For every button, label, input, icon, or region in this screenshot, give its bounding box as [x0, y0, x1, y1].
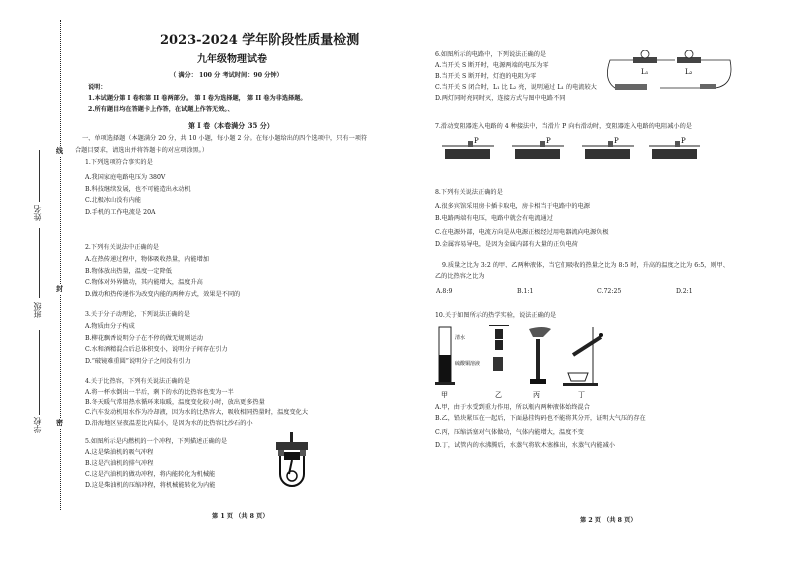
- seal-line: [60, 20, 61, 510]
- option: B.科技继续发展，也不可能造出永动机: [85, 186, 191, 193]
- option: A.这是柴油机的吸气冲程: [85, 449, 154, 456]
- caption-bing: 丙: [533, 391, 540, 399]
- question-stem: 9.质量之比为 3:2 的甲、乙两种液体，当它们吸收的热量之比为 8:5 时，升高的温度之比为 6:5，则甲、: [442, 262, 729, 269]
- option: A.物质由分子构成: [85, 323, 135, 330]
- option: A.甲，由于水受到重力作用，所以瓶内两种液体始终混合: [435, 404, 590, 411]
- option: D.这是柴油机的压缩冲程，将机械能转化为内能: [85, 482, 216, 489]
- option: B.当开关 S 断开时，灯泡的电阻为零: [435, 73, 537, 80]
- option: C.72:25: [597, 288, 622, 295]
- lamp-label-l1: L₁: [641, 68, 649, 76]
- option: B.乙，铅块紧压在一起后，下面悬挂钩码也不能将其分开，证明大气压的存在: [435, 415, 646, 422]
- question-stem: 1.下列选项符合事实的是: [85, 159, 153, 166]
- exam-title: 2023-2024 学年阶段性质量检测: [160, 33, 360, 48]
- option: D.沿海地区昼夜温差比内陆小，是因为水的比热容比沙石的小: [85, 420, 253, 427]
- option: C.当开关 S 闭合时，L₁ 比 L₂ 亮，说明通过 L₁ 的电流较大: [435, 84, 597, 91]
- page-footer: 第 1 页 （共 8 页）: [212, 513, 269, 520]
- option: C.物体对外界做功，其内能增大，温度升高: [85, 279, 203, 286]
- question-stem: 3.关于分子动理论，下列说法正确的是: [85, 311, 190, 318]
- note: 1.本试题分第 I 卷和第 II 卷两部分。 第 I 卷为选择题， 第 II 卷为非选择题。: [88, 95, 307, 102]
- option: D.“破镜难重圆”说明分子之间没有引力: [85, 358, 191, 365]
- option: B.物体放出热量，温度一定降低: [85, 268, 172, 275]
- figure-ding: [563, 327, 603, 399]
- option: B.电路两端有电压，电路中就会有电流通过: [435, 215, 553, 222]
- caption-ding: 丁: [578, 391, 585, 399]
- question-stem: 10.关于如图所示的热学实验，说法正确的是: [435, 312, 557, 319]
- question-stem: 8.下列有关说法正确的是: [435, 189, 503, 196]
- option: C.水和酒精混合后总体积变小，说明分子间存在引力: [85, 346, 228, 353]
- rheostat-figures: [440, 135, 700, 175]
- seal-mark: 线: [56, 146, 63, 155]
- option: D.手机的工作电流是 20A: [85, 209, 156, 216]
- class-label: 班级: [33, 302, 42, 318]
- school-blank[interactable]: [39, 330, 40, 415]
- option: C.北极冰山没有内能: [85, 197, 141, 204]
- caption-jia: 甲: [441, 391, 448, 399]
- slider-label: P: [546, 137, 551, 145]
- figure-bing: [529, 327, 551, 399]
- option: C.这是汽油机的做功冲程，将内能转化为机械能: [85, 471, 216, 478]
- slider-label: P: [681, 137, 686, 145]
- thermal-experiments-figure: [433, 325, 603, 400]
- notes-label: 说明：: [88, 84, 107, 91]
- class-blank[interactable]: [39, 228, 40, 298]
- seal-mark: 密: [56, 418, 63, 427]
- option: C.丙，压缩活塞对气体做功，气体内能增大，温度不变: [435, 429, 584, 436]
- rheostat-a: [442, 137, 494, 159]
- lamp-label-l2: L₂: [685, 68, 693, 76]
- engine-figure: [272, 430, 312, 490]
- name-label: 姓名: [33, 205, 42, 221]
- option: B.冬天暖气常用热水循环来取暖，温度变化较小时，放出更多热量: [85, 399, 265, 406]
- figure-yi: [489, 325, 509, 399]
- option: D.两灯同时亮同时灭，连接方式与图中电路不同: [435, 95, 566, 102]
- exam-subtitle: 九年级物理试卷: [197, 54, 267, 65]
- page-footer: 第 2 页 （共 8 页）: [580, 517, 637, 524]
- option: B.这是汽油机的排气冲程: [85, 460, 154, 467]
- section-title: 第 I 卷（本卷满分 35 分）: [188, 121, 274, 130]
- part-intro: 一、单项选择题（本题满分 20 分，共 10 小题，每小题 2 分。在每小题给出的四个选项中，只有一项符: [82, 135, 368, 142]
- rheostat-b: [512, 137, 564, 159]
- option: D.做功和热传递作为改变内能的两种方式，效果是不同的: [85, 291, 241, 298]
- label-solution: 硫酸铜溶液: [455, 361, 481, 367]
- option: A.8:9: [436, 288, 453, 295]
- part-intro: 合题目要求，请选出并将答题卡的对应项涂黑。）: [75, 147, 209, 154]
- figure-jia: [435, 327, 480, 399]
- circuit-figure: [605, 50, 735, 95]
- slider-label: P: [474, 137, 479, 145]
- score-info: （ 满分： 100 分 考试时间：90 分钟）: [170, 72, 283, 79]
- label-water: 清水: [455, 335, 466, 341]
- option: D.2:1: [676, 288, 693, 295]
- slider-label: P: [614, 137, 619, 145]
- rheostat-d: [649, 137, 700, 159]
- question-stem: 5.如图所示是内燃机的一个冲程，下列描述正确的是: [85, 438, 228, 445]
- name-blank[interactable]: [39, 150, 40, 202]
- option: A.我国家庭电路电压为 380V: [85, 174, 166, 181]
- note: 2.所有题目均在答题卡上作答，在试题上作答无效。、: [88, 106, 234, 113]
- school-label: 学校: [33, 417, 42, 433]
- option: A.当开关 S 断开时，电源两端的电压为零: [435, 62, 549, 69]
- option: A.在热传递过程中，物体吸收热量，内能增加: [85, 256, 209, 263]
- option: C.在电源外部，电流方向是从电源正极经过用电器流向电源负极: [435, 229, 609, 236]
- rheostat-c: [582, 137, 634, 159]
- option: D.丁，试管内的水沸腾后，水蒸气将软木塞推出，水蒸气内能减小: [435, 442, 615, 449]
- option: B.1:1: [517, 288, 534, 295]
- seal-mark: 封: [56, 284, 63, 293]
- option: A.很多宾馆采用房卡插卡取电，房卡相当于电路中的电源: [435, 203, 590, 210]
- question-stem: 6.如图所示的电路中，下列说法正确的是: [435, 51, 547, 58]
- question-stem-cont: 乙的比热容之比为: [435, 273, 485, 280]
- question-stem: 7.滑动变阻器连入电路的 4 种接法中，当滑片 P 向右滑动时，变阻器连入电路的电阻减小的是: [435, 123, 692, 130]
- question-stem: 4.关于比热容，下列有关说法正确的是: [85, 378, 190, 385]
- question-stem: 2.下列有关说法中正确的是: [85, 244, 159, 251]
- option: B.柳花飘香说明分子在不停的做无规则运动: [85, 335, 203, 342]
- option: C.汽车发动机用水作为冷却液，因为水的比热容大，吸收相同热量时，温度变化大: [85, 409, 309, 416]
- option: D.金属容易导电，是因为金属内部有大量的正负电荷: [435, 241, 578, 248]
- caption-yi: 乙: [495, 391, 502, 399]
- option: A.将一杯水倒出一半后，剩下的水的比热容也变为一半: [85, 389, 234, 396]
